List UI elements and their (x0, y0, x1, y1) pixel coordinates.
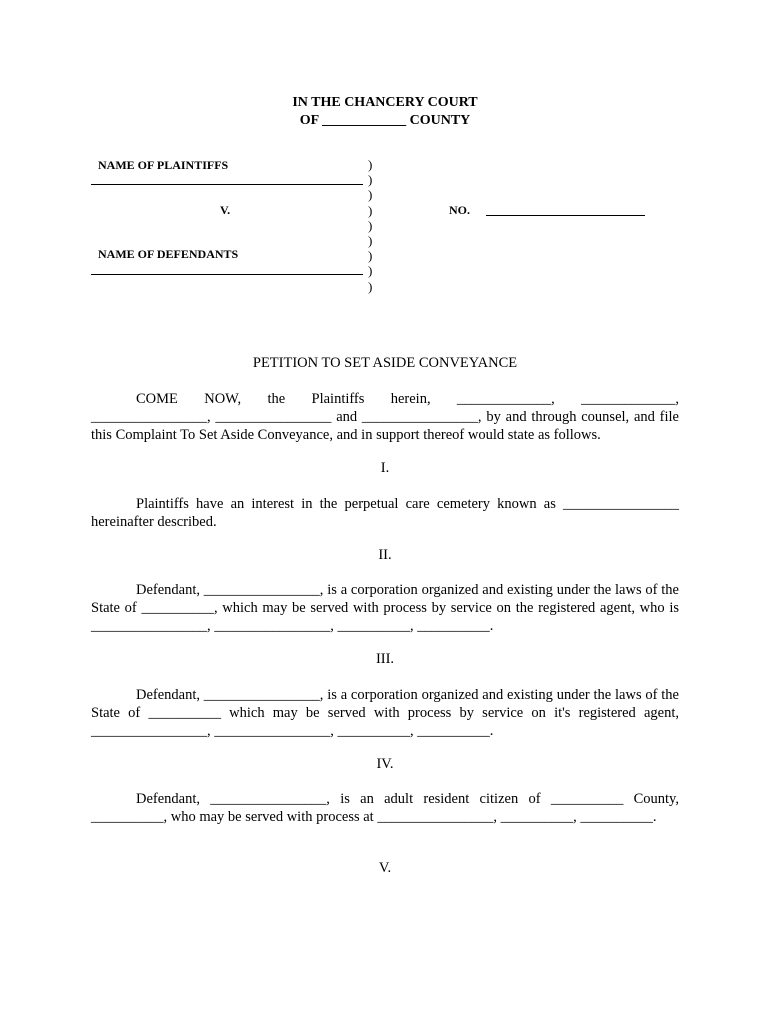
section-paragraph: Defendant, ________________, is an adult resident citizen of __________ County, __________, who may be served with process at ________________, __________, __________. (91, 791, 679, 826)
paren: ) (368, 217, 373, 233)
section-numeral: I. (380, 460, 390, 476)
case-number-line (486, 215, 645, 216)
section-numeral: V. (378, 860, 392, 876)
paren: ) (368, 172, 373, 188)
defendants-name-line (91, 274, 363, 275)
section-paragraph: Defendant, ________________, is a corporation organized and existing under the laws of the State of __________, which may be served with process by service on the registered agent, who is ________________, ________________, __________, __________. (91, 582, 679, 635)
intro-paragraph: ________________, ________________ and ________________, by and through counsel, and file this Complaint To Set Aside Conveyance, and in support thereof would state as follows. (91, 409, 679, 444)
county-line: OF ____________ COUNTY (299, 113, 471, 128)
section-paragraph: Defendant, ________________, is a corporation organized and existing under the laws of the State of __________ which may be served with process by service on it's registered agent, ________________, ________________, __________, __________. (91, 687, 679, 740)
paren: ) (368, 187, 373, 203)
section-paragraph: Plaintiffs have an interest in the perpetual care cemetery known as ________________ hereinafter described. (91, 496, 679, 531)
plaintiffs-name-line (91, 184, 363, 185)
defendants-label: NAME OF DEFENDANTS (98, 247, 239, 261)
paren: ) (368, 278, 373, 294)
paren: ) (368, 202, 373, 218)
paren: ) (368, 233, 373, 249)
intro-first-line: COME NOW, the Plaintiffs herein, _____________, _____________, (136, 391, 679, 407)
paren: ) (368, 157, 373, 172)
plaintiffs-label: NAME OF PLAINTIFFS (98, 158, 229, 172)
document-title: PETITION TO SET ASIDE CONVEYANCE (252, 355, 518, 371)
court-title: IN THE CHANCERY COURT (292, 95, 478, 110)
caption-parentheses (368, 157, 372, 294)
paren: ) (368, 248, 373, 264)
section-numeral: IV. (376, 756, 394, 772)
section-numeral: II. (378, 547, 392, 563)
paren: ) (368, 263, 373, 279)
case-number-label: NO. (449, 203, 470, 217)
section-numeral: III. (375, 651, 395, 667)
versus-label: V. (220, 203, 231, 217)
